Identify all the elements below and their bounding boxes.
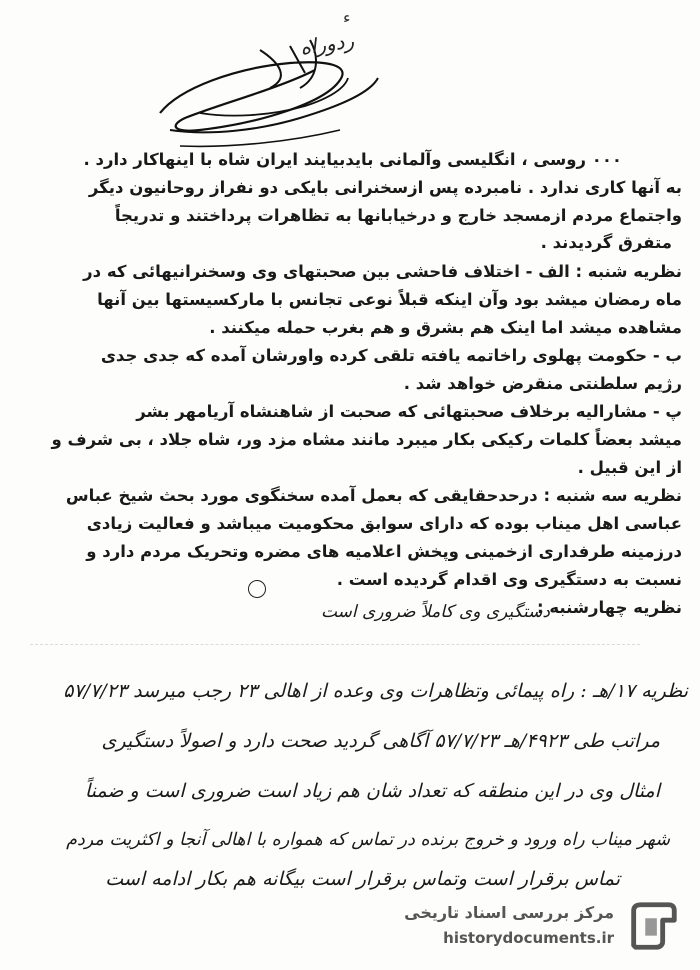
typed-line: به آنها کاری ندارد . نامبرده پس ازسخنرانی بایکی دو نفراز روحانیون دیگر bbox=[88, 178, 682, 197]
typed-line: ۰۰۰ روسی ، انگلیسی وآلمانی بایدبیایند ایران شاه با اینهاکار دارد . bbox=[83, 150, 622, 169]
handwritten-line: تماس برقرار است وتماس برقرار است بیگانه هم بکار ادامه است bbox=[105, 868, 620, 890]
typed-line: از این قبیل . bbox=[577, 458, 682, 477]
section-divider bbox=[30, 644, 640, 645]
typed-line: درزمینه طرفداری ازخمینی وپخش اعلامیه های مضره وتحریک مردم دارد و bbox=[86, 542, 682, 561]
typed-line: عباسی اهل میناب بوده که دارای سوابق محکومیت میباشد و فعالیت زیادی bbox=[86, 514, 682, 533]
typed-line: نظریه شنبه : الف - اختلاف فاحشی بین صحبتهای وی وسخنرانیهائی که در bbox=[83, 262, 682, 281]
handwritten-line: نظریه ۱۷/هـ : راه پیمائی وتظاهرات وی وعده از اهالی ۲۳ رجب میرسد ۵۷/۷/۲۳ bbox=[63, 680, 688, 702]
stamp-mark bbox=[248, 580, 266, 598]
handwritten-line: امثال وی در این منطقه که تعداد شان هم زیاد است ضروری است و ضمناً bbox=[84, 780, 660, 802]
watermark-title: مرکز بررسی اسناد تاریخی bbox=[404, 903, 614, 922]
typed-line: ب - حکومت پهلوی راخاتمه یافته تلقی کرده واورشان آمده که جدی جدی bbox=[100, 346, 682, 365]
typed-line: متفرق گردیدند . bbox=[540, 233, 672, 252]
watermark-url: historydocuments.ir bbox=[443, 929, 614, 947]
typed-line: مشاهده میشد اما اینک هم بشرق و هم بغرب حمله میکنند . bbox=[209, 318, 682, 337]
handwritten-line: دستگیری وی کاملاً ضروری است bbox=[320, 602, 550, 622]
watermark bbox=[402, 895, 682, 960]
handwritten-line: شهر میناب راه ورود و خروج برنده در تماس که همواره با اهالی آنجا و اکثریت مردم bbox=[66, 830, 670, 850]
typed-line: واجتماع مردم ازمسجد خارج و درخیابانها به تظاهرات پرداختند و تدریجاً bbox=[114, 206, 682, 225]
typed-line: رژیم سلطنتی منقرض خواهد شد . bbox=[403, 374, 682, 393]
typed-line: نظریه سه شنبه : درحدحقایقی که بعمل آمده سخنگوی مورد بحث شیخ عباس bbox=[65, 486, 682, 505]
handwritten-signature bbox=[140, 18, 410, 153]
typed-line: پ - مشارالیه برخلاف صحبتهائی که صحبت از شاهنشاه آریامهر بشر bbox=[136, 402, 682, 421]
typed-line: نسبت به دستگیری وی اقدام گردیده است . bbox=[336, 570, 682, 589]
typed-line: میشد بعضاً کلمات رکیکی بکار میبرد مانند مشاه مزد ور، شاه جلاد ، بی شرف و bbox=[51, 430, 682, 449]
typed-line: نظریه چهارشنبه : bbox=[536, 598, 682, 617]
signature-mark: ء bbox=[343, 8, 351, 27]
handwritten-line: مراتب طی ۴۹۲۳/هـ ۵۷/۷/۲۳ آگاهی گردید صحت دارد و اصولاً دستگیری bbox=[101, 730, 660, 752]
signature-note: ردوراه bbox=[298, 28, 356, 60]
watermark-logo-icon bbox=[624, 897, 682, 955]
typed-line: ماه رمضان میشد بود وآن اینکه قبلاً نوعی تجانس با مارکسیستها بین آنها bbox=[97, 290, 682, 309]
